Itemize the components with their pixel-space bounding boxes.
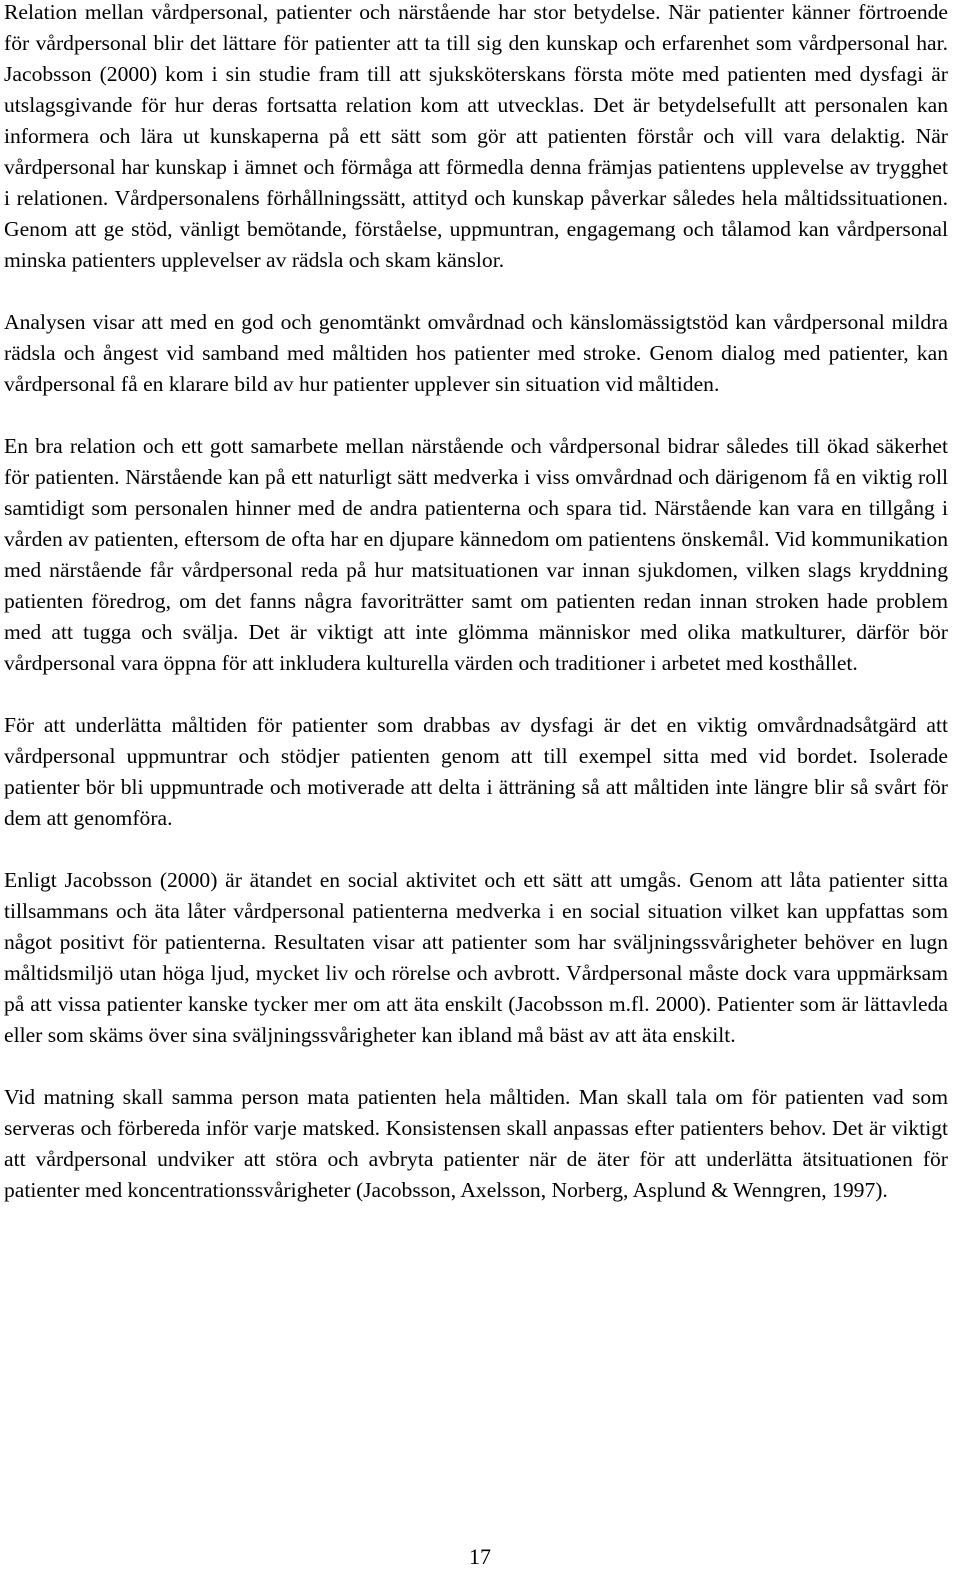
paragraph-analysen: Analysen visar att med en god och genomtänkt omvårdnad och känslomässigtstöd kan vårdpersonal mildra rädsla och ångest vid samband med måltiden hos patienter med stroke. Genom dialog med patienter, kan vårdpersonal få en klarare bild av hur patienter upplever sin situation vid måltiden. [4, 310, 948, 396]
paragraph-maltiden: För att underlätta måltiden för patienter som drabbas av dysfagi är det en viktig omvårdnadsåtgärd att vårdpersonal uppmuntrar och stödjer patienten genom att till exempel sitta med vid bordet. Isolerade patienter bör bli uppmuntrade och motiverade att delta i ätträning så att måltiden inte längre blir så svårt för dem att genomföra. [4, 713, 948, 830]
paragraph-matning: Vid matning skall samma person mata patienten hela måltiden. Man skall tala om för patienten vad som serveras och förbereda inför varje matsked. Konsistensen skall anpassas efter patienters behov. Det är viktigt att vårdpersonal undviker att störa och avbryta patienter när de äter för att underlätta ätsituationen för patienter med koncentrationssvårigheter (Jacobsson, Axelsson, Norberg, Asplund & Wenngren, 1997). [4, 1085, 948, 1202]
paragraph-narstaende: En bra relation och ett gott samarbete mellan närstående och vårdpersonal bidrar således till ökad säkerhet för patienten. Närstående kan på ett naturligt sätt medverka i viss omvårdnad och därigenom få en viktig roll samtidigt som personalen hinner med de andra patienterna och spara tid. Närstående kan vara en tillgång i vården av patienten, eftersom de ofta har en djupare kännedom om patientens önskemål. Vid kommunikation med närstående får vårdpersonal reda på hur matsituationen var innan sjukdomen, vilken slags kryddning patienten föredrog, om det fanns några favoriträtter samt om patienten redan innan stroken hade problem med att tugga och svälja. Det är viktigt att inte glömma människor med olika matkulturer, därför bör vårdpersonal vara öppna för att inkludera kulturella värden och traditioner i arbetet med kosthållet. [4, 434, 948, 675]
paragraph-relation: Relation mellan vårdpersonal, patienter och närstående har stor betydelse. När patienter känner förtroende för vårdpersonal blir det lättare för patienter att ta till sig den kunskap och erfarenhet som vårdpersonal har. Jacobsson (2000) kom i sin studie fram till att sjuksköterskans första möte med patienten med dysfagi är utslagsgivande för hur deras fortsatta relation kom att utvecklas. Det är betydelsefullt att personalen kan informera och lära ut kunskaperna på ett sätt som gör att patienten förstår och vill vara delaktig. När vårdpersonal har kunskap i ämnet och förmåga att förmedla denna främjas patientens upplevelse av trygghet i relationen. Vårdpersonalens förhållningssätt, attityd och kunskap påverkar således hela måltidssituationen. Genom att ge stöd, vänligt bemötande, förståelse, uppmuntran, engagemang och tålamod kan vårdpersonal minska patienters upplevelser av rädsla och skam känslor. [4, 0, 948, 272]
page-number: 17 [469, 1544, 491, 1569]
paragraph-social-aktivitet: Enligt Jacobsson (2000) är ätandet en social aktivitet och ett sätt att umgås. Genom att låta patienter sitta tillsammans och äta låter vårdpersonal patienterna medverka i en social situation vilket kan uppfattas som något positivt för patienterna. Resultaten visar att patienter som har sväljningssvårigheter behöver en lugn måltidsmiljö utan höga ljud, mycket liv och rörelse och avbrott. Vårdpersonal måste dock vara uppmärksam på att vissa patienter kanske tycker mer om att äta enskilt (Jacobsson m.fl. 2000). Patienter som är lättavleda eller som skäms över sina sväljningssvårigheter kan ibland må bäst av att äta enskilt. [4, 868, 948, 1047]
